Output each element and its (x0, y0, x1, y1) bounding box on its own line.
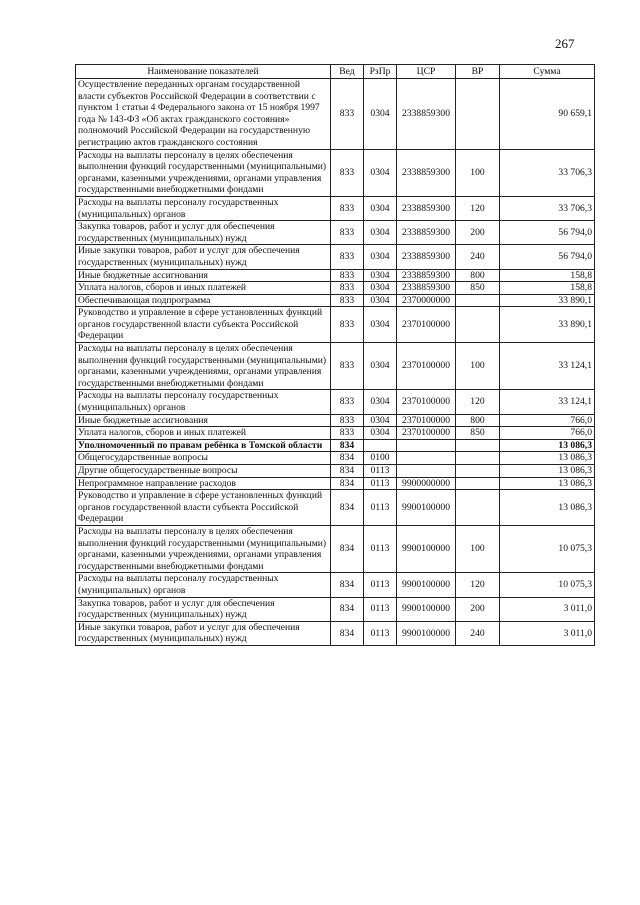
row-sum: 13 086,3 (500, 490, 595, 526)
row-name: Расходы на выплаты персоналу государственных (муниципальных) органов (76, 196, 331, 220)
table-row (76, 79, 595, 150)
row-ved: 834 (331, 621, 364, 645)
row-rzpr: 0304 (364, 343, 397, 390)
row-ved: 834 (331, 477, 364, 490)
row-ved: 834 (331, 452, 364, 465)
row-rzpr: 0304 (364, 427, 397, 440)
table-row (76, 439, 595, 452)
row-csr: 2338859300 (397, 282, 456, 295)
row-ved: 833 (331, 269, 364, 282)
table-row (76, 414, 595, 427)
header-name: Наименование показателей (76, 65, 331, 79)
row-name: Иные закупки товаров, работ и услуг для обеспечения государственных (муниципальных) нужд (76, 245, 331, 269)
row-rzpr: 0113 (364, 465, 397, 478)
row-name: Уполномоченный по правам ребёнка в Томской области (76, 439, 331, 452)
row-sum: 33 124,1 (500, 390, 595, 414)
row-sum: 3 011,0 (500, 621, 595, 645)
row-csr: 2370100000 (397, 427, 456, 440)
row-ved: 834 (331, 490, 364, 526)
row-csr: 9900100000 (397, 621, 456, 645)
row-ved: 833 (331, 196, 364, 220)
row-csr: 2338859300 (397, 79, 456, 150)
row-vr: 120 (456, 196, 500, 220)
budget-table (75, 64, 595, 646)
page-number: 267 (555, 36, 575, 51)
row-sum: 33 706,3 (500, 149, 595, 196)
row-ved: 834 (331, 597, 364, 621)
table-row (76, 465, 595, 478)
row-sum: 766,0 (500, 427, 595, 440)
row-vr: 200 (456, 221, 500, 245)
row-rzpr: 0113 (364, 525, 397, 572)
row-name: Иные закупки товаров, работ и услуг для обеспечения государственных (муниципальных) нужд (76, 621, 331, 645)
row-sum: 3 011,0 (500, 597, 595, 621)
row-csr: 9900100000 (397, 597, 456, 621)
row-vr: 850 (456, 427, 500, 440)
header-sum: Сумма (500, 65, 595, 79)
row-vr: 800 (456, 269, 500, 282)
row-sum: 33 890,1 (500, 294, 595, 307)
row-csr: 2370100000 (397, 414, 456, 427)
row-ved: 834 (331, 439, 364, 452)
row-sum: 33 124,1 (500, 343, 595, 390)
table-row (76, 621, 595, 645)
row-vr: 240 (456, 621, 500, 645)
row-ved: 834 (331, 465, 364, 478)
table-row (76, 477, 595, 490)
row-rzpr: 0113 (364, 573, 397, 597)
row-ved: 833 (331, 390, 364, 414)
row-rzpr: 0304 (364, 414, 397, 427)
row-sum: 13 086,3 (500, 477, 595, 490)
header-ved: Вед (331, 65, 364, 79)
row-vr (456, 477, 500, 490)
row-ved: 834 (331, 573, 364, 597)
row-rzpr: 0304 (364, 307, 397, 343)
row-vr: 100 (456, 525, 500, 572)
row-name: Общегосударственные вопросы (76, 452, 331, 465)
row-ved: 834 (331, 525, 364, 572)
row-vr (456, 439, 500, 452)
table-row (76, 490, 595, 526)
row-csr: 2338859300 (397, 221, 456, 245)
row-vr (456, 465, 500, 478)
row-name: Уплата налогов, сборов и иных платежей (76, 282, 331, 295)
row-ved: 833 (331, 427, 364, 440)
table-row (76, 343, 595, 390)
row-csr: 2338859300 (397, 245, 456, 269)
row-sum: 13 086,3 (500, 465, 595, 478)
row-name: Расходы на выплаты персоналу государственных (муниципальных) органов (76, 390, 331, 414)
table-row (76, 269, 595, 282)
row-csr (397, 465, 456, 478)
row-sum: 56 794,0 (500, 221, 595, 245)
row-vr: 120 (456, 573, 500, 597)
row-rzpr: 0100 (364, 452, 397, 465)
row-rzpr: 0304 (364, 294, 397, 307)
table-row (76, 427, 595, 440)
row-csr (397, 452, 456, 465)
row-ved: 833 (331, 294, 364, 307)
row-rzpr: 0113 (364, 477, 397, 490)
row-ved: 833 (331, 245, 364, 269)
table-row (76, 221, 595, 245)
row-rzpr (364, 439, 397, 452)
row-csr: 2370100000 (397, 343, 456, 390)
row-name: Закупка товаров, работ и услуг для обеспечения государственных (муниципальных) нужд (76, 597, 331, 621)
row-csr: 2338859300 (397, 149, 456, 196)
row-sum: 33 706,3 (500, 196, 595, 220)
row-ved: 833 (331, 79, 364, 150)
row-sum: 158,8 (500, 282, 595, 295)
row-vr: 100 (456, 149, 500, 196)
table-body (76, 79, 595, 646)
row-csr: 2370100000 (397, 390, 456, 414)
row-ved: 833 (331, 282, 364, 295)
row-name: Закупка товаров, работ и услуг для обеспечения государственных (муниципальных) нужд (76, 221, 331, 245)
row-vr (456, 294, 500, 307)
row-rzpr: 0304 (364, 282, 397, 295)
row-vr (456, 79, 500, 150)
row-name: Руководство и управление в сфере установленных функций органов государственной власти субъекта Российской Федерации (76, 307, 331, 343)
row-name: Иные бюджетные ассигнования (76, 269, 331, 282)
row-name: Расходы на выплаты персоналу государственных (муниципальных) органов (76, 573, 331, 597)
row-name: Расходы на выплаты персоналу в целях обеспечения выполнения функций государственными (муниципальными) органами, казенными учреждениями, органами управления государственными внебюджетными фондами (76, 343, 331, 390)
row-name: Руководство и управление в сфере установленных функций органов государственной власти субъекта Российской Федерации (76, 490, 331, 526)
row-name: Иные бюджетные ассигнования (76, 414, 331, 427)
row-csr: 2338859300 (397, 196, 456, 220)
row-csr: 2370100000 (397, 307, 456, 343)
row-vr (456, 307, 500, 343)
row-rzpr: 0304 (364, 221, 397, 245)
table-row (76, 390, 595, 414)
row-sum: 90 659,1 (500, 79, 595, 150)
row-sum: 10 075,3 (500, 573, 595, 597)
row-name: Непрограммное направление расходов (76, 477, 331, 490)
table-header-row (76, 65, 595, 79)
table-row (76, 597, 595, 621)
table-row (76, 307, 595, 343)
row-vr: 100 (456, 343, 500, 390)
table-row (76, 294, 595, 307)
row-csr: 9900100000 (397, 525, 456, 572)
row-ved: 833 (331, 149, 364, 196)
table-row (76, 149, 595, 196)
row-csr: 2370000000 (397, 294, 456, 307)
row-name: Уплата налогов, сборов и иных платежей (76, 427, 331, 440)
row-csr: 9900100000 (397, 490, 456, 526)
header-csr: ЦСР (397, 65, 456, 79)
row-vr (456, 452, 500, 465)
row-ved: 833 (331, 221, 364, 245)
row-rzpr: 0113 (364, 597, 397, 621)
row-csr: 9900000000 (397, 477, 456, 490)
row-sum: 10 075,3 (500, 525, 595, 572)
table-row (76, 196, 595, 220)
row-vr: 200 (456, 597, 500, 621)
row-rzpr: 0304 (364, 196, 397, 220)
row-name: Расходы на выплаты персоналу в целях обеспечения выполнения функций государственными (муниципальными) органами, казенными учреждениями, органами управления государственными внебюджетными фондами (76, 149, 331, 196)
row-sum: 13 086,3 (500, 452, 595, 465)
row-vr: 800 (456, 414, 500, 427)
row-ved: 833 (331, 307, 364, 343)
row-name: Осуществление переданных органам государственной власти субъектов Российской Федерации в соответствии с пунктом 1 статьи 4 Федерального закона от 15 ноября 1997 года № 143-ФЗ «Об актах гражданского состояния» полномочий Российской Федерации на государственную регистрацию актов гражданского состояния (76, 79, 331, 150)
row-rzpr: 0304 (364, 390, 397, 414)
row-rzpr: 0304 (364, 79, 397, 150)
row-csr: 9900100000 (397, 573, 456, 597)
table-row (76, 525, 595, 572)
row-rzpr: 0113 (364, 621, 397, 645)
row-rzpr: 0304 (364, 149, 397, 196)
row-csr (397, 439, 456, 452)
row-sum: 56 794,0 (500, 245, 595, 269)
header-rzpr: РзПр (364, 65, 397, 79)
row-sum: 13 086,3 (500, 439, 595, 452)
table-row (76, 452, 595, 465)
row-name: Другие общегосударственные вопросы (76, 465, 331, 478)
row-name: Расходы на выплаты персоналу в целях обеспечения выполнения функций государственными (муниципальными) органами, казенными учреждениями, органами управления государственными внебюджетными фондами (76, 525, 331, 572)
row-name: Обеспечивающая подпрограмма (76, 294, 331, 307)
row-vr (456, 490, 500, 526)
row-ved: 833 (331, 414, 364, 427)
table-row (76, 282, 595, 295)
row-csr: 2338859300 (397, 269, 456, 282)
row-ved: 833 (331, 343, 364, 390)
row-sum: 766,0 (500, 414, 595, 427)
row-sum: 33 890,1 (500, 307, 595, 343)
table-row (76, 573, 595, 597)
row-vr: 850 (456, 282, 500, 295)
row-sum: 158,8 (500, 269, 595, 282)
row-rzpr: 0304 (364, 269, 397, 282)
table-row (76, 245, 595, 269)
header-vr: ВР (456, 65, 500, 79)
row-rzpr: 0113 (364, 490, 397, 526)
row-vr: 120 (456, 390, 500, 414)
row-rzpr: 0304 (364, 245, 397, 269)
row-vr: 240 (456, 245, 500, 269)
